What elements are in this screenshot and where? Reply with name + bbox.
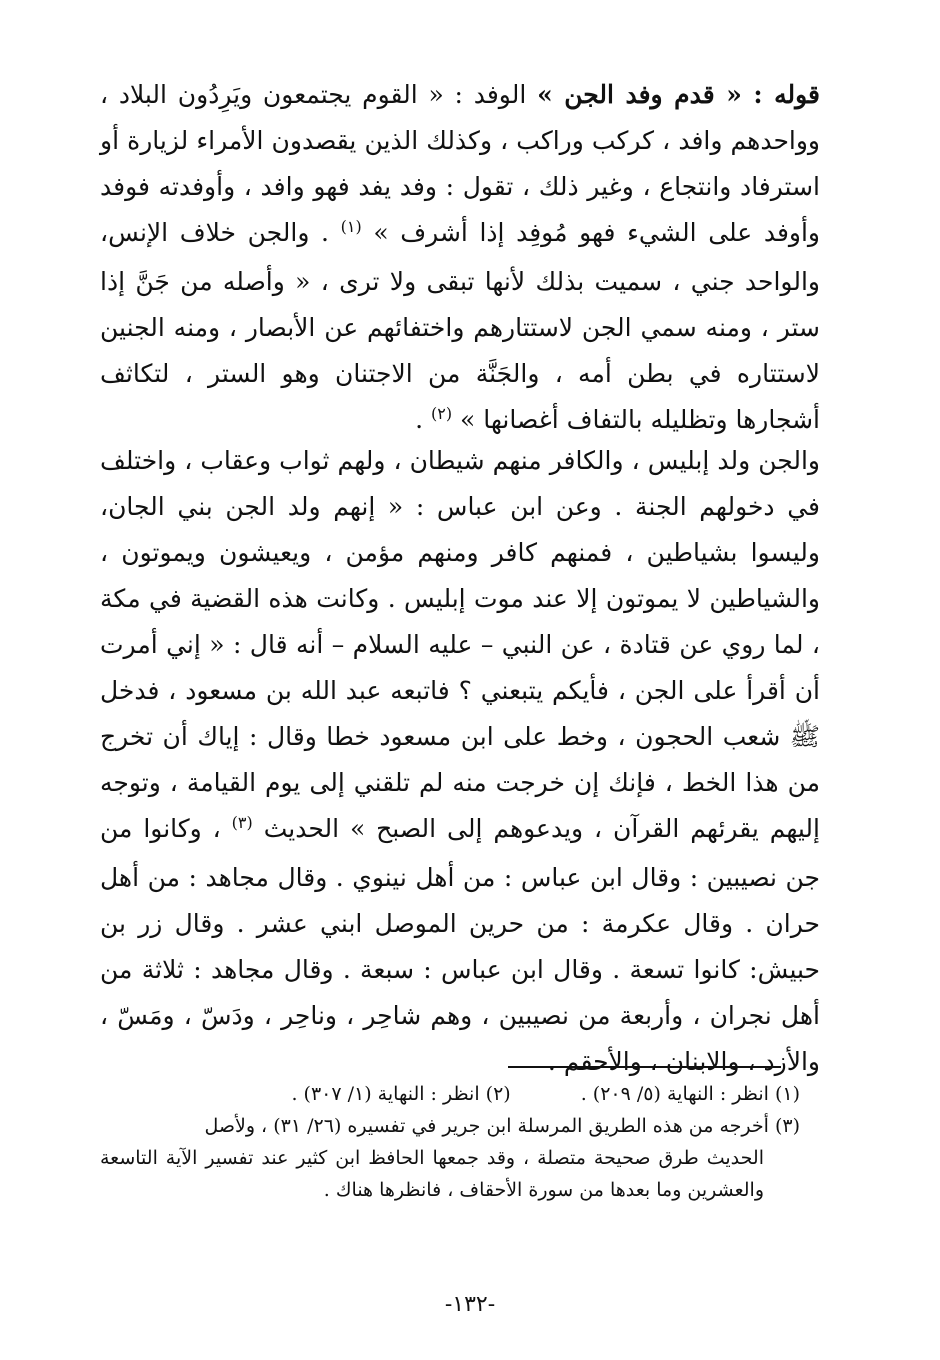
paragraph-text: . bbox=[415, 405, 431, 434]
paragraph-wafd-jinn bbox=[100, 72, 820, 446]
paragraph-text: والجن ولد إبليس ، والكافر منهم شيطان ، ولهم ثواب وعقاب ، واختلف في دخولهم الجنة . وعن ابن عباس : « إنهم ولد الجن بني الجان، وليسوا بشياطين ، فمنهم كافر ومنهم مؤمن ، ويعيشون ويموتون ، والشياطين لا يموتون إلا عند موت إبليس . وكانت هذه القضية في مكة ، لما روي عن قتادة ، عن النبي – عليه السلام – أنه قال : « إني أمرت أن أقرأ على الجن ، فأيكم يتبعني ؟ فاتبعه عبد الله بن مسعود ، فدخل ﷺ شعب الحجون ، وخط على ابن مسعود خطا وقال : إياك أن تخرج من هذا الخط ، فإنك إن خرجت منه لم تلقني إلى يوم القيامة ، وتوجه إليهم يقرئهم القرآن ، ويدعوهم إلى الصبح » الحديث bbox=[100, 446, 820, 843]
page-number: -١٣٢- bbox=[444, 1292, 496, 1317]
footnote-3 bbox=[100, 1110, 800, 1142]
footnote-row bbox=[100, 1078, 800, 1110]
footnote-3-continuation bbox=[100, 1142, 800, 1206]
lemma-heading: قوله : « قدم وفد الجن » bbox=[537, 80, 820, 109]
paragraph-jinn-description bbox=[100, 438, 820, 1085]
paragraph-text: ، وكانوا من جن نصيبين : وقال ابن عباس : من أهل نينوي . وقال مجاهد : من أهل حران . وقال عكرمة : من حرين الموصل ابني عشر . وقال زر بن حبيش: كانوا تسعة . وقال ابن عباس : سبعة . وقال مجاهد : ثلاثة من أهل نجران ، وأربعة من نصيبين ، وهم شاحِر ، وناحِر ، ودَسّ ، ومَسّ ، والأزد ، والابنان ، والأحقم . bbox=[100, 814, 820, 1076]
footnote-ref-2[interactable]: (٢) bbox=[430, 404, 453, 423]
footnote-1: (١) انظر : النهاية (٥/ ٢٠٩) . bbox=[580, 1083, 800, 1105]
footnote-3-text: الحديث طرق صحيحة متصلة ، وقد جمعها الحافظ ابن كثير عند تفسير الآية التاسعة والعشرين وما بعدها من سورة الأحقاف ، فانظرها هناك . bbox=[100, 1147, 764, 1201]
footnote-3-first-line: (٣) أخرجه من هذه الطريق المرسلة ابن جرير في تفسيره (٢٦/ ٣١) ، ولأصل bbox=[204, 1115, 800, 1137]
paragraph-text: الوفد : « القوم يجتمعون ويَرِدُون البلاد ، وواحدهم وافد ، كركب وراكب ، وكذلك الذين يقصدون الأمراء لزيارة أو استرفاد وانتجاع ، وغير ذلك ، تقول : وفد يفد فهو وافد ، وأوفدته فوفد وأوفد على الشيء فهو مُوفِد إذا أشرف » bbox=[100, 80, 821, 247]
footnote-2: (٢) انظر : النهاية (١/ ٣٠٧) . bbox=[291, 1083, 511, 1105]
footnote-ref-3[interactable]: (٣) bbox=[231, 813, 253, 832]
footnote-ref-1[interactable]: (١) bbox=[340, 217, 362, 236]
footnotes bbox=[100, 1078, 800, 1206]
paragraph-text: . والجن خلاف الإنس، والواحد جني ، سميت بذلك لأنها تبقى ولا ترى ، « وأصله من جَنَّ إذا ستر ، ومنه سمي الجن لاستتارهم واختفائهم عن الأبصار ، ومنه الجنين لاستتاره في بطن أمه ، والجَنَّة من الاجتنان وهو الستر ، لتكاثف أشجارها وتظليله بالتفاف أغصانها » bbox=[100, 218, 820, 434]
footnote-separator bbox=[508, 1066, 781, 1068]
